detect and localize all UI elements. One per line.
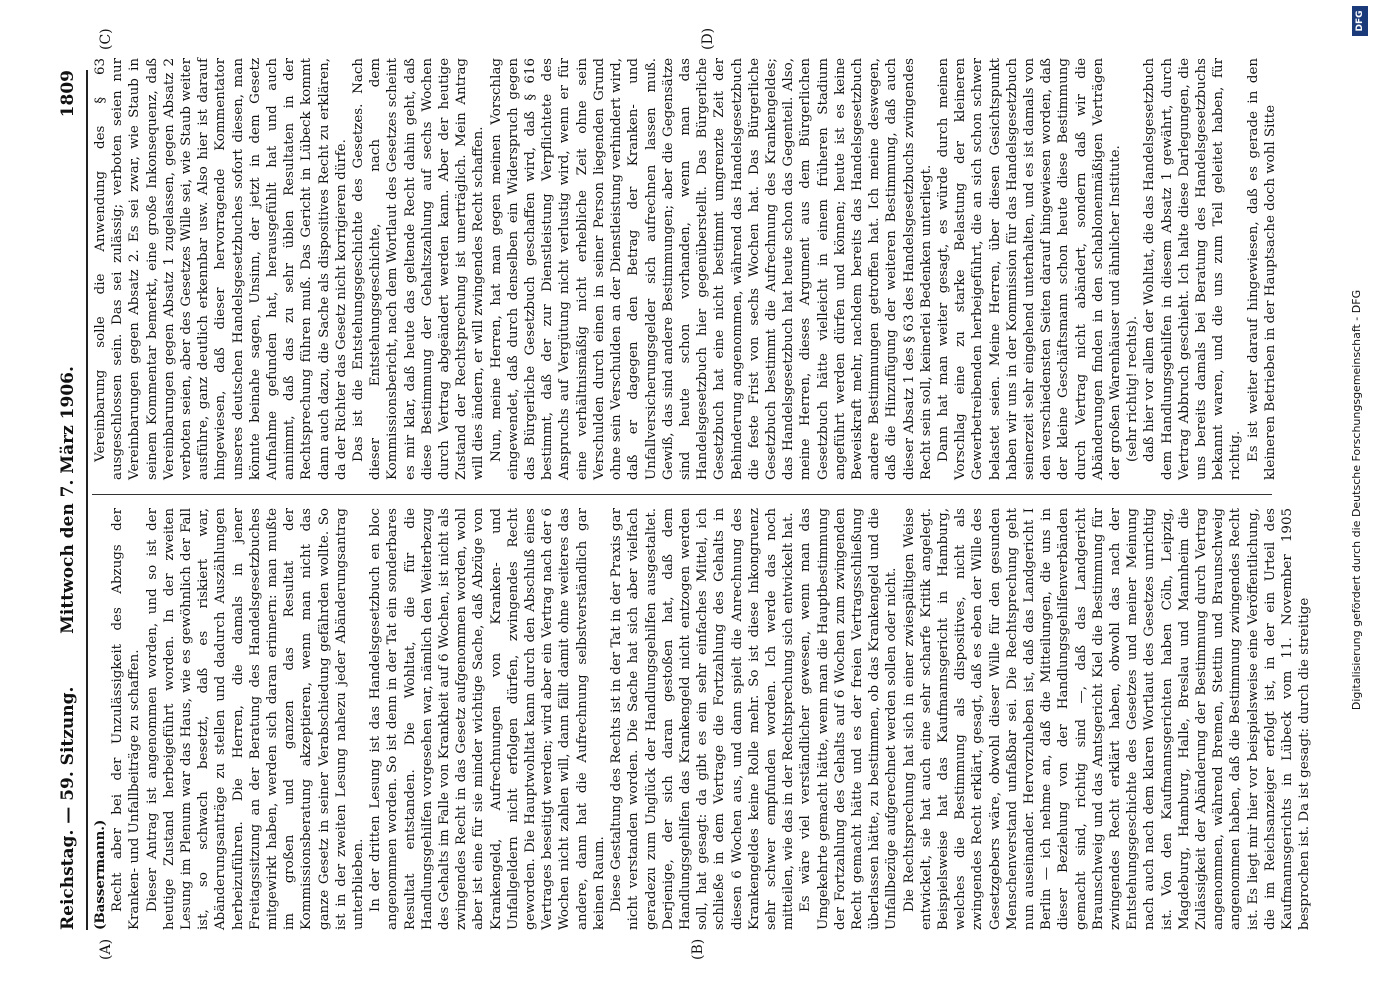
right-paragraph: (sehr richtig! rechts). bbox=[1125, 315, 1141, 462]
margin-mark-c: (C) bbox=[98, 28, 114, 50]
header-session: Reichstag. — 59. Sitzung. bbox=[58, 686, 78, 930]
dfg-logo: DFG bbox=[1352, 6, 1368, 36]
speaker-name: (Bassermann.) bbox=[92, 819, 108, 930]
left-paragraph: Die Rechtsprechung hat sich in einer zwiespältigen Weise entwickelt, sie hat auch eine sehr scharfe Kritik angelegt. Beispielsweise hat das Kaufmannsgericht in Hamburg, welches die Bestimmung als dispositives, nicht als zwingendes Recht erklärt, gesagt, daß es eben der Wille des Gesetzgebers wäre, obwohl dieser Wille für den gesunden Menschenverstand unfaßbar sei. Die Rechtsprechung geht nun auseinander. Hervorzuheben ist, daß das Landgericht I Berlin — ich nehme an, daß die Mitteilungen, die uns in dieser Beziehung von der Handlungsgehilfenverbänden gemacht sind, richtig sind —, daß das Landgericht Braunschweig und das Amtsgericht Kiel die Bestimmung für zwingendes Recht erklärt haben, obwohl das nach der Entstehungsgeschichte des Gesetzes und meiner Meinung nach auch nach dem klaren Wortlaut des Gesetzes unrichtig ist. Von den Kaufmannsgerichten haben Cöln, Leipzig, Magdeburg, Hamburg, Halle, Breslau und Mannheim die Zulässigkeit der Abänderung der Bestimmung durch Vertrag angenommen, während Bremen, Stettin und Braunschweig angenommen haben, daß die Bestimmung zwingendes Recht ist. Es liegt mir hier vor beispielsweise eine Veröffentlichung, die im Reichsanzeiger erfolgt ist, in der ein Urteil des Kaufmannsgerichts in Lübeck vom 11. November 1905 besprochen ist. Da ist gesagt: durch die streitige bbox=[901, 508, 1313, 930]
header-date: Mittwoch den 7. März 1906. bbox=[58, 366, 78, 634]
digitization-credit: Digitalisierung gefördert durch die Deutsche Forschungsgemeinschaft - DFG bbox=[1350, 289, 1363, 711]
left-paragraph: Diese Gestaltung des Rechts ist in der Tat in der Praxis gar nicht verstanden worden. Die Sache hat sich aber vielfach geradezu zum Unglück der Handlungsgehilfen ausgestaltet. Derjenige, der sich daran gestoßen hat, daß dem Handlungsgehilfen das Krankengeld nicht entzogen werden soll, hat gesagt: da gibt es ein sehr einfaches Mittel, ich schließe in dem Vertrage die Fortzahlung des Gehalts in diesen 6 Wochen aus, und dann spielt die Anrechnung des Krankengeldes keine Rolle mehr. So ist diese Inkongruenz sehr schwer empfunden worden. Ich werde das noch mitteilen, wie das in der Rechtsprechung sich entwickelt hat. bbox=[609, 508, 797, 930]
left-paragraph: Dieser Antrag ist angenommen worden, und so ist der heutige Zustand herbeigeführt worden. In der zweiten Lesung im Plenum war das Haus, wie es gewöhnlich der Fall ist, so schwach besetzt, daß es riskiert war, Abänderungsanträge zu stellen und dadurch Auszählungen herbeizuführen. Die Herren, die damals in jener Freitagssitzung an der Beratung des Handelsgesetzbuches mitgewirkt haben, werden sich daran erinnern: man mußte im großen und ganzen das Resultat der Kommissionsberatung akzeptieren, wenn man nicht das ganze Gesetz in seiner Verabschiedung gefährden wollte. So ist in der zweiten Lesung nahezu jeder Abänderungsantrag unterblieben. bbox=[144, 508, 367, 930]
header-rule bbox=[86, 70, 88, 930]
left-paragraph: Recht aber bei der Unzulässigkeit des Abzugs der Kranken- und Unfallbeiträge zu schaffen. bbox=[110, 508, 143, 930]
margin-mark-b: (B) bbox=[690, 938, 706, 960]
right-paragraph: daß hier vor allem der Wohltat, die das Handelsgesetzbuch dem Handlungsgehilfen in diesem Absatz 1 gewährt, durch Vertrag Abbruch geschieht. Ich halte diese Darlegungen, die uns bereits damals bei Beratung des Handelsgesetzbuchs bekannt waren, und die uns zum Teil geleitet haben, für richtig. bbox=[1142, 58, 1244, 480]
right-paragraph: Dann hat man weiter gesagt, es würde durch meinen Vorschlag eine zu starke Belastung der kleineren Gewerbetreibenden herbeigeführt, die an sich schon schwer belastet seien. Meine Herren, über diesen Gesichtspunkt haben wir uns in der Kommission für das Handelsgesetzbuch seinerzeit sehr eingehend unterhalten, und es ist damals von den verschiedensten Seiten darauf hingewiesen worden, daß der kleine Geschäftsmann schon heute diese Bestimmung durch Vertrag nicht abändert, sondern daß wir die Abänderungen finden in den schablonenmäßigen Verträgen der großen Warenhäuser und ähnlicher Institute. bbox=[935, 58, 1123, 480]
page-number: 1809 bbox=[58, 70, 78, 118]
right-paragraph: Vereinbarung solle die Anwendung des § 63 ausgeschlossen sein. Das sei zulässig; verboten seien nur Vereinbarungen gegen Absatz 2. Es sei zwar, wie Staub in seinem Kommentar bemerkt, eine große Inkonsequenz, daß Vereinbarungen gegen Absatz 1 zugelassen, gegen Absatz 2 verboten seien, aber des Gesetzes Wille sei, wie Staub weiter ausführe, ganz deutlich erkennbar usw. Also hier ist darauf hingewiesen, daß dieser hervorragende Kommentator unseres deutschen Handelsgesetzbuches sofort diesen, man könnte beinahe sagen, Unsinn, der jetzt in dem Gesetz Aufnahme gefunden hat, herausgefühlt hat und auch annimmt, daß das zu sehr üblen Resultaten in der Rechtsprechung führen muß. Das Gericht in Lübeck kommt dann auch dazu, die Sache als dispositives Recht zu erklären, da der Richter das Gesetz nicht korrigieren dürfe. bbox=[93, 58, 349, 480]
margin-mark-a: (A) bbox=[98, 938, 114, 960]
left-paragraph: In der dritten Lesung ist das Handelsgesetzbuch en bloc angenommen worden. So ist denn in der Tat ein sonderbares Resultat entstanden. Die Wohltat, die für die Handlungsgehilfen vorgesehen war, nämlich den Weiterbezug des Gehalts im Falle von Krankheit auf 6 Wochen, ist nicht als zwingendes Recht in das Gesetz aufgenommen worden, wohl aber ist eine für sie minder wichtige Sache, daß Abzüge von Krankengeld, Aufrechnungen von Kranken- und Unfallgeldern nicht erfolgen dürfen, zwingendes Recht geworden. Die Hauptwohltat kann durch den Abschluß eines Vertrages beseitigt werden; wird aber ein Vertrag nach der 6 Wochen nicht zahlen will, dann fällt damit ohne weiteres das andere, dann hat die Aufrechnung selbstverständlich gar keinen Raum. bbox=[368, 508, 607, 930]
right-paragraph: Nun, meine Herren, hat man gegen meinen Vorschlag eingewendet, daß durch denselben ein Widerspruch gegen das Bürgerliche Gesetzbuch geschaffen wird, daß § 616 bestimmt, daß der zur Dienstleistung Verpflichtete des Anspruchs auf Vergütung nicht verlustig wird, wenn er für eine verhältnismäßig nicht erhebliche Zeit ohne sein Verschulden durch einen in seiner Person liegenden Grund ohne sein Verschulden an der Dienstleistung verhindert wird, daß er dagegen den Betrag der Kranken- und Unfallversicherungsgelder sich aufrechnen lassen muß. Gewiß, das sind andere Bestimmungen; aber die Gegensätze sind heute schon vorhanden, wenn man das Handelsgesetzbuch hier gegenüberstellt. Das Bürgerliche Gesetzbuch hat eine nicht bestimmt umgrenzte Zeit der Behinderung angenommen, während das Handelsgesetzbuch die feste Frist von sechs Wochen hat. Das Bürgerliche Gesetzbuch bestimmt die Aufrechnung des Krankengeldes; das Handelsgesetzbuch hat heute schon das Gegenteil. Also, meine Herren, dieses Argument aus dem Bürgerlichen Gesetzbuch hätte vielleicht in einem früheren Stadium angeführt werden dürfen und können; heute ist es keine Beweiskraft mehr, nachdem bereits das Handelsgesetzbuch andere Bestimmungen getroffen hat. Ich meine deswegen, daß die Hinzufügung der weiteren Bestimmung, daß auch dieser Absatz 1 des § 63 des Handelsgesetzbuchs zwingendes Recht sein soll, keinerlei Bedenken unterliegt. bbox=[488, 58, 934, 480]
text-column-right bbox=[92, 58, 1278, 480]
right-paragraph: Es ist weiter darauf hingewiesen, daß es gerade in den kleineren Betrieben in der Hauptsache doch wohl Sitte bbox=[1245, 58, 1278, 480]
text-column-left bbox=[92, 508, 1313, 930]
column-divider bbox=[92, 494, 1272, 495]
running-header bbox=[58, 0, 84, 1000]
right-paragraph: Das ist die Entstehungsgeschichte des Gesetzes. Nach dieser Entstehungsgeschichte, nach dem Kommissionsbericht, nach dem Wortlaut des Gesetzes scheint es mir klar, daß heute das geltende Recht dahin geht, daß diese Bestimmung der Gehaltszahlung auf sechs Wochen durch Vertrag abgeändert werden kann. Aber der heutige Zustand der Rechtsprechung ist unerträglich. Mein Antrag will dies ändern, er will zwingendes Recht schaffen. bbox=[351, 58, 487, 480]
left-paragraph: Es wäre viel verständlicher gewesen, wenn man das Umgekehrte gemacht hätte, wenn man die Hauptbestimmung der Fortzahlung des Gehalts auf 6 Wochen zum zwingenden Recht gemacht hätte und es der freien Vertragsschließung überlassen hätte, zu bestimmen, ob das Krankengeld und die Unfallbezüge aufgerechnet werden sollen oder nicht. bbox=[798, 508, 900, 930]
margin-mark-d: (D) bbox=[700, 27, 716, 50]
